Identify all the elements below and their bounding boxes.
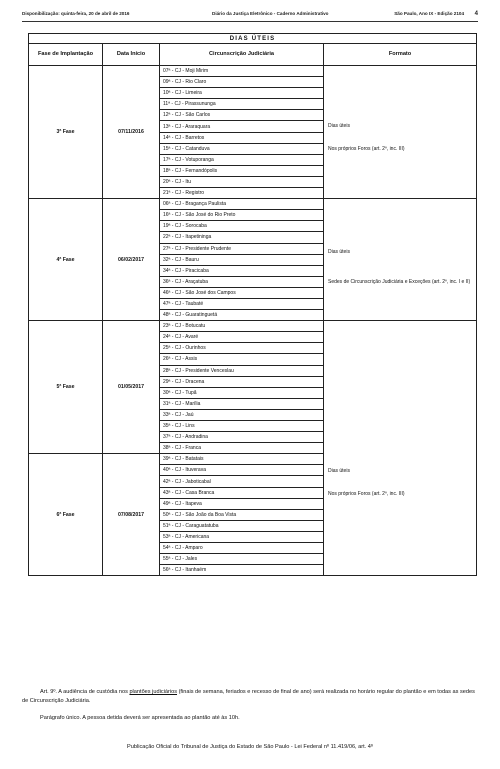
schedule-table — [28, 33, 477, 576]
circunscricao-cell: 26ª - CJ - Assis — [160, 354, 324, 365]
circunscricao-cell: 21ª - CJ - Registro — [160, 188, 324, 199]
circunscricao-cell: 12ª - CJ - São Carlos — [160, 110, 324, 121]
start-date-cell: 07/11/2016 — [103, 66, 160, 199]
circunscricao-cell: 34ª - CJ - Piracicaba — [160, 265, 324, 276]
circunscricao-cell: 37ª - CJ - Andradina — [160, 432, 324, 443]
circunscricao-cell: 43ª - CJ - Casa Branca — [160, 487, 324, 498]
circunscricao-cell: 51ª - CJ - Caraguatatuba — [160, 520, 324, 531]
circunscricao-cell: 36ª - CJ - Araçatuba — [160, 276, 324, 287]
circunscricao-cell: 38ª - CJ - Franca — [160, 443, 324, 454]
page-header — [22, 11, 478, 21]
circunscricao-cell: 22ª - CJ - Itapetininga — [160, 232, 324, 243]
circunscricao-cell: 30ª - CJ - Tupã — [160, 387, 324, 398]
circunscricao-cell: 25ª - CJ - Ourinhos — [160, 343, 324, 354]
circunscricao-cell: 50ª - CJ - São João da Boa Vista — [160, 509, 324, 520]
circunscricao-cell: 06ª - CJ - Bragança Paulista — [160, 199, 324, 210]
circunscricao-cell: 09ª - CJ - Rio Claro — [160, 77, 324, 88]
circunscricao-cell: 11ª - CJ - Pirassununga — [160, 99, 324, 110]
circunscricao-cell: 53ª - CJ - Americana — [160, 531, 324, 542]
circunscricao-cell: 10ª - CJ - Limeira — [160, 88, 324, 99]
circunscricao-cell: 46ª - CJ - São José dos Campos — [160, 287, 324, 298]
header-page-number: 4 — [474, 11, 478, 17]
circunscricao-cell: 35ª - CJ - Lins — [160, 421, 324, 432]
circunscricao-cell: 27ª - CJ - Presidente Prudente — [160, 243, 324, 254]
format-block — [326, 199, 474, 310]
circunscricao-cell: 15ª - CJ - Catanduva — [160, 143, 324, 154]
format-location-text: Nos próprios Foros (art. 2º, inc. III) — [328, 146, 405, 152]
header-edition: São Paulo, Ano IX - Edição 2104 — [394, 11, 464, 16]
header-availability: Disponibilização: quinta-feira, 20 de abril de 2016 — [22, 11, 130, 16]
circunscricao-cell: 42ª - CJ - Jaboticabal — [160, 476, 324, 487]
circunscricao-cell: 23ª - CJ - Botucatu — [160, 321, 324, 332]
header-divider — [22, 21, 478, 22]
format-days-text: Dias úteis — [328, 249, 350, 256]
circunscricao-cell: 19ª - CJ - Sorocaba — [160, 221, 324, 232]
circunscricao-cell: 31ª - CJ - Marília — [160, 398, 324, 409]
circunscricao-cell: 32ª - CJ - Bauru — [160, 254, 324, 265]
table-title: DIAS ÚTEIS — [29, 34, 477, 44]
circunscricao-cell: 56ª - CJ - Itanhaém — [160, 565, 324, 576]
format-cell — [324, 199, 477, 321]
circunscricao-cell: 28ª - CJ - Presidente Venceslau — [160, 365, 324, 376]
page-footer: Publicação Oficial do Tribunal de Justiça do Estado de São Paulo - Lei Federal nº 11.419/06, art. 4º — [127, 744, 373, 750]
article-text-start: Art. 9º. A audiência de custódia nos — [40, 689, 130, 695]
circunscricao-cell: 55ª - CJ - Jales — [160, 554, 324, 565]
format-block — [326, 321, 474, 553]
article-text-end: (finais de semana, feriados e recesso de final de ano) será realizada no horário regular do plantão e em todas as sedes de Circunscrição Judiciária. — [22, 689, 475, 704]
circunscricao-cell: 17ª - CJ - Votuporanga — [160, 154, 324, 165]
paragrafo-unico: Parágrafo único. A pessoa detida deverá ser apresentada ao plantão até às 10h. — [40, 715, 240, 721]
phase-cell: 3ª Fase — [29, 66, 103, 199]
phase-cell: 4ª Fase — [29, 199, 103, 321]
start-date-cell: 01/05/2017 — [103, 321, 160, 454]
format-days-text: Dias úteis — [328, 468, 350, 475]
circunscricao-cell: 14ª - CJ - Barretos — [160, 132, 324, 143]
circunscricao-cell: 29ª - CJ - Dracena — [160, 376, 324, 387]
table-row — [29, 321, 477, 332]
article-text — [22, 688, 478, 706]
article-link-plantoes: plantões judiciários — [129, 689, 178, 695]
circunscricao-cell: 16ª - CJ - São José do Rio Preto — [160, 210, 324, 221]
header-journal: Diário da Justiça Eletrônico - Caderno Administrativo — [212, 11, 329, 16]
column-header-format: Formato — [324, 44, 477, 66]
circunscricao-cell: 48ª - CJ - Guaratinguetá — [160, 310, 324, 321]
circunscricao-cell: 24ª - CJ - Avaré — [160, 332, 324, 343]
article-9 — [22, 688, 478, 723]
circunscricao-cell: 18ª - CJ - Fernandópolis — [160, 165, 324, 176]
circunscricao-cell: 40ª - CJ - Ituverava — [160, 465, 324, 476]
phase-cell: 5ª Fase — [29, 321, 103, 454]
format-cell — [324, 321, 477, 576]
circunscricao-cell: 54ª - CJ - Amparo — [160, 543, 324, 554]
format-cell — [324, 66, 477, 199]
column-header-start-date: Data Início — [103, 44, 160, 66]
circunscricao-cell: 33ª - CJ - Jaú — [160, 409, 324, 420]
column-header-phase: Fase de Implantação — [29, 44, 103, 66]
circunscricao-cell: 49ª - CJ - Itapeva — [160, 498, 324, 509]
format-days-text: Dias úteis — [328, 123, 350, 129]
format-block — [326, 66, 474, 187]
circunscricao-cell: 13ª - CJ - Araraquara — [160, 121, 324, 132]
phase-cell: 6ª Fase — [29, 454, 103, 576]
table-row — [29, 66, 477, 77]
column-header-circunscricao: Circunscrição Judiciária — [160, 44, 324, 66]
table-row — [29, 199, 477, 210]
format-location-text: Nos próprios Foros (art. 2º, inc. III) — [328, 491, 405, 498]
start-date-cell: 06/02/2017 — [103, 199, 160, 321]
circunscricao-cell: 07ª - CJ - Moji Mirim — [160, 66, 324, 77]
circunscricao-cell: 47ª - CJ - Taubaté — [160, 298, 324, 309]
format-location-text: Sedes de Circunscrição Judiciária e Exceções (art. 2º, inc. I e II) — [328, 279, 471, 286]
start-date-cell: 07/08/2017 — [103, 454, 160, 576]
circunscricao-cell: 20ª - CJ - Itu — [160, 176, 324, 187]
circunscricao-cell: 39ª - CJ - Batatais — [160, 454, 324, 465]
